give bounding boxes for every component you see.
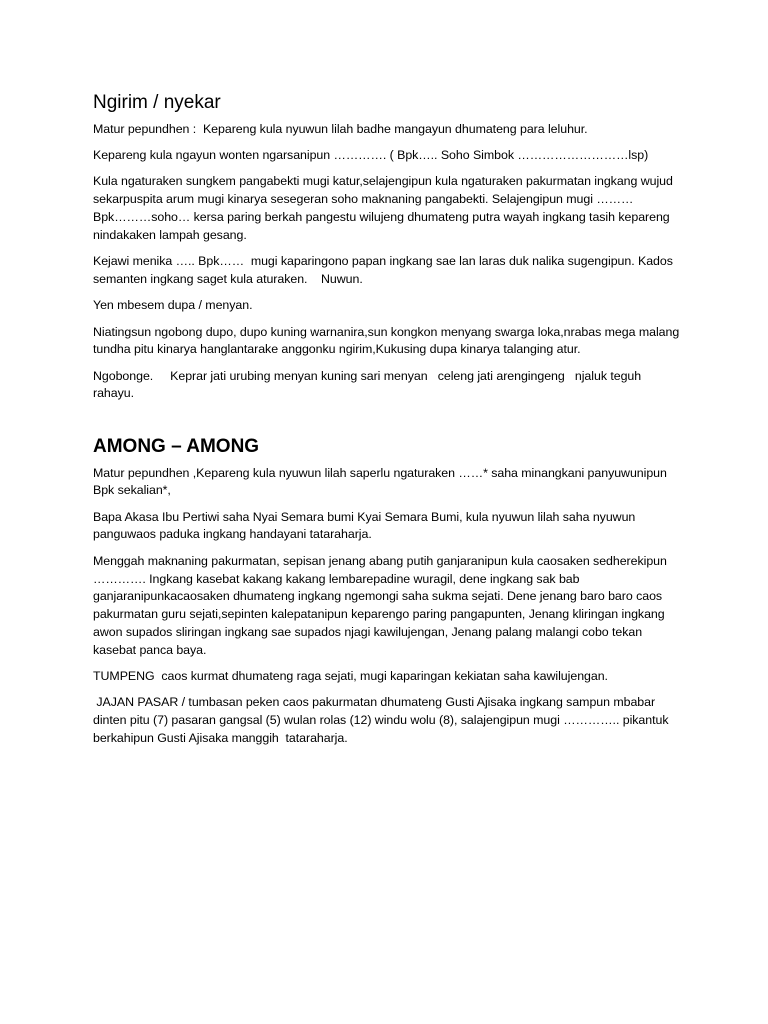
paragraph: TUMPENG caos kurmat dhumateng raga sejati, mugi kaparingan kekiatan saha kawilujengan. xyxy=(93,669,608,684)
section-heading-among-among: AMONG – AMONG xyxy=(93,435,260,457)
document-page xyxy=(93,86,683,756)
paragraph: JAJAN PASAR / tumbasan peken caos pakurmatan dhumateng Gusti Ajisaka ingkang sampun mbabar dinten pitu (7) pasaran gangsal (5) wulan rolas (12) windu wolu (8), salajengipun mugi ………….. pikantuk berkahipun Gusti Ajisaka manggih tataraharja. xyxy=(93,695,672,745)
paragraph: Menggah maknaning pakurmatan, sepisan jenang abang putih ganjaranipun kula caosaken sedherekipun …………. Ingkang kasebat kakang kakang lembarepadine wuragil, dene ingkang sak bab ganjaranipunkacaosaken dhumateng ingkang ngemongi saha sukma sejati. Dene jenang baro baro caos pakurmatan guru sejati,sepinten kalepatanipun keparengo paring pangapunten, Jenang kliringan ingkang awon supados sliringan ingkang sae supados njagi kawilujengan, Jenang palang malangi cobo tekan kasebat panca baya. xyxy=(93,553,671,657)
paragraph: Kepareng kula ngayun wonten ngarsanipun …………. ( Bpk….. Soho Simbok ………………………lsp) xyxy=(93,148,649,163)
paragraph: Yen mbesem dupa / menyan. xyxy=(93,298,253,313)
section-heading-ngirim-nyekar: Ngirim / nyekar xyxy=(93,92,221,113)
paragraph: Kejawi menika ….. Bpk…… mugi kaparingono papan ingkang sae lan laras duk nalika sugengipun. Kados semanten ingkang saget kula aturaken. Nuwun. xyxy=(93,254,677,286)
section-spacer xyxy=(93,412,683,430)
paragraph: Niatingsun ngobong dupo, dupo kuning warnanira,sun kongkon menyang swarga loka,nrabas mega malang tundha pitu kinarya hanglantarake anggonku ngirim,Kukusing dupa kinarya talanging atur. xyxy=(93,324,683,357)
paragraph: Ngobonge. Keprar jati urubing menyan kuning sari menyan celeng jati arengingeng njaluk teguh rahayu. xyxy=(93,368,645,401)
paragraph: Matur pepundhen : Kepareng kula nyuwun lilah badhe mangayun dhumateng para leluhur. xyxy=(93,121,588,136)
paragraph: Matur pepundhen ,Kepareng kula nyuwun lilah saperlu ngaturaken ……* saha minangkani panyuwunipun Bpk sekalian*, xyxy=(93,465,671,498)
paragraph: Kula ngaturaken sungkem pangabekti mugi katur,selajengipun kula ngaturaken pakurmatan ingkang wujud sekarpuspita arum mugi kinarya sesegeran soho maknaning pangabekti. Selajengipun mugi ………Bpk………soho… kersa paring berkah pangestu wilujeng dhumateng putra wayah ingkang tasih kepareng nindakaken lampah gesang. xyxy=(93,174,677,242)
paragraph: Bapa Akasa Ibu Pertiwi saha Nyai Semara bumi Kyai Semara Bumi, kula nyuwun lilah saha nyuwun panguwaos paduka ingkang handayani tataraharja. xyxy=(93,509,639,542)
